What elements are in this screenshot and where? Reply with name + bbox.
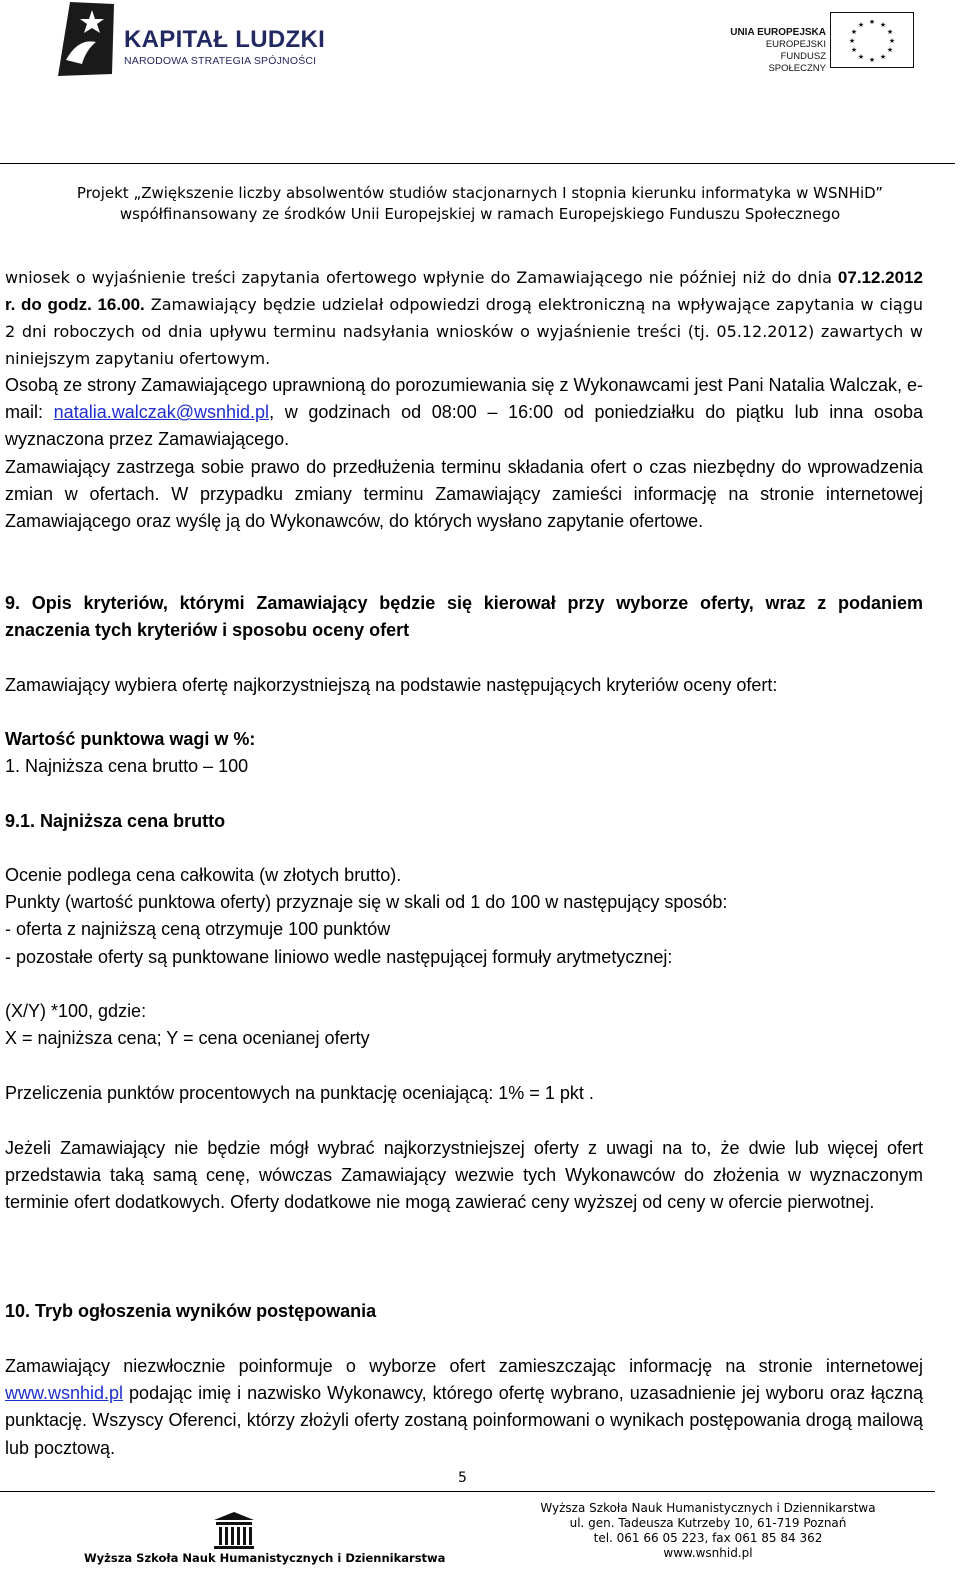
page-number: 5 <box>458 1470 467 1486</box>
footer-phone: tel. 061 66 05 223, fax 061 85 84 362 <box>593 1531 823 1545</box>
paragraph-price-scoring <box>5 862 923 971</box>
section-9-heading: 9. Opis kryteriów, którymi Zamawiający będzie się kierował przy wyborze oferty, wraz z podaniem znaczenia tych kryteriów i sposobu oceny ofert <box>5 593 923 641</box>
svg-text:★: ★ <box>886 46 894 54</box>
project-line1: Projekt „Zwiększenie liczby absolwentów studiów stacjonarnych I stopnia kierunku informatyka w WSNHiD” <box>76 184 884 202</box>
website-link[interactable]: www.wsnhid.pl <box>5 1383 124 1404</box>
contact-text-a: Osobą ze strony Zamawiającego uprawnioną do porozumiewania się z Wykonawcami jest Pani Natalia Walczak, e-mail: <box>5 375 923 423</box>
clarification-text-a: wniosek o wyjaśnienie treści zapytania ofertowego wpłynie do Zamawiającego nie później niż do dnia <box>5 268 832 287</box>
clarification-deadline-date: 07.12.2012 r. do godz. 16.00. <box>5 268 923 314</box>
formula-line: (X/Y) *100, gdzie: <box>5 1001 147 1021</box>
eu-line1: UNIA EUROPEJSKA <box>730 27 826 38</box>
formula-block <box>5 998 370 1052</box>
other-offers-line: - pozostałe oferty są punktowane liniowo wedle następującej formuły arytmetycznej: <box>5 946 673 967</box>
svg-text:★: ★ <box>848 37 856 45</box>
price-basis-line: Ocenie podlega cena całkowita (w złotych brutto). <box>5 865 402 885</box>
project-info <box>0 183 960 225</box>
paragraph-deadline-extension <box>5 454 923 536</box>
kapital-ludzki-logo-icon <box>52 0 116 78</box>
contact-text-b: , w godzinach od 08:00 – 16:00 od poniedziałku do piątku lub inna osoba wyznaczona przez Zamawiającego. <box>5 402 923 450</box>
paragraph-points-conversion: Przeliczenia punktów procentowych na punktację oceniającą: 1% = 1 pkt . <box>5 1083 594 1103</box>
kapital-ludzki-logotype <box>124 28 325 68</box>
svg-text:★: ★ <box>879 21 887 29</box>
footer-contact-block <box>520 1501 896 1561</box>
svg-text:★: ★ <box>857 21 865 29</box>
paragraph-tie-rule: Jeżeli Zamawiający nie będzie mógł wybrać najkorzystniejszej oferty z uwagi na to, że dwie lub więcej ofert przedstawia taką samą cenę, wówczas Zamawiający wezwie tych Wykonawców do złożenia w wyznaczonym terminie ofert dodatkowych. Oferty dodatkowe nie mogą zawierać ceny wyższej od ceny w ofercie pierwotnej. <box>5 1138 923 1213</box>
footer-school-name: Wyższa Szkoła Nauk Humanistycznych i Dziennikarstwa <box>84 1551 446 1565</box>
svg-text:★: ★ <box>888 37 896 45</box>
project-line2: współfinansowany ze środków Unii Europejskiej w ramach Europejskiego Funduszu Społecznego <box>119 205 841 223</box>
clarification-text-c: Zamawiający będzie udzielał odpowiedzi drogą elektroniczną na wpływające zapytania w ciągu 2 dni roboczych od dnia upływu terminu nadsyłania wniosków o wyjaśnienie treści (tj. 05.12.2012) zawartych w niniejszym zapytaniu ofertowym. <box>5 295 923 368</box>
eu-logotype <box>726 26 826 75</box>
eu-line2: EUROPEJSKI <box>765 39 826 50</box>
footer-website[interactable]: www.wsnhid.pl <box>663 1546 753 1560</box>
kl-title: KAPITAŁ LUDZKI <box>124 26 326 53</box>
paragraph-results-notice <box>5 1353 923 1462</box>
section-9-1-heading: 9.1. Najniższa cena brutto <box>5 811 226 831</box>
svg-text:★: ★ <box>886 28 894 36</box>
paragraph-contact-person <box>5 372 923 454</box>
results-text-a: Zamawiający niezwłocznie poinformuje o wyborze ofert zamieszczając informację na stronie internetowej <box>5 1356 923 1376</box>
results-text-b: podając imię i nazwisko Wykonawcy, którego ofertę wybrano, uzasadnienie jej wyboru oraz łączną punktację. Wszyscy Oferenci, którzy złożyli oferty zostaną poinformowani o wynikach postępowania drogą mailową lub pocztową. <box>5 1383 923 1458</box>
weights-item: 1. Najniższa cena brutto – 100 <box>5 756 249 776</box>
footer-address: ul. gen. Tadeusza Kutrzeby 10, 61-719 Poznań <box>569 1516 847 1530</box>
svg-text:★: ★ <box>879 53 887 61</box>
extension-text: Zamawiający zastrzega sobie prawo do przedłużenia terminu składania ofert o czas niezbędny do wprowadzenia zmian w ofertach. W przypadku zmiany terminu Zamawiający zamieści informację na stronie internetowej Zamawiającego oraz wyślę ją do Wykonawców, do których wysłano zapytanie ofertowe. <box>5 457 923 532</box>
header-divider <box>0 163 955 164</box>
paragraph-criteria-intro: Zamawiający wybiera ofertę najkorzystniejszą na podstawie następujących kryteriów oceny ofert: <box>5 675 778 695</box>
weights-heading: Wartość punktowa wagi w %: <box>5 729 256 749</box>
contact-email-link[interactable]: natalia.walczak@wsnhid.pl <box>53 402 270 423</box>
kl-subtitle: NARODOWA STRATEGIA SPÓJNOŚCI <box>124 55 317 67</box>
footer-divider <box>0 1491 935 1492</box>
svg-text:★: ★ <box>850 46 858 54</box>
lowest-offer-line: - oferta z najniższą ceną otrzymuje 100 punktów <box>5 919 391 940</box>
formula-definition-line: X = najniższa cena; Y = cena ocenianej oferty <box>5 1028 370 1049</box>
points-scale-line: Punkty (wartość punktowa oferty) przyznaje się w skali od 1 do 100 w następujący sposób: <box>5 892 728 913</box>
paragraph-clarification-deadline <box>5 264 923 372</box>
footer-school-name-right: Wyższa Szkoła Nauk Humanistycznych i Dziennikarstwa <box>540 1501 876 1515</box>
eu-line3: FUNDUSZ SPOŁECZNY <box>768 51 826 74</box>
svg-text:★: ★ <box>857 53 865 61</box>
school-building-icon <box>212 1510 256 1550</box>
section-10-heading: 10. Tryb ogłoszenia wyników postępowania <box>5 1301 377 1321</box>
svg-text:★: ★ <box>868 56 876 64</box>
svg-text:★: ★ <box>868 18 876 26</box>
svg-text:★: ★ <box>850 28 858 36</box>
eu-flag-icon <box>830 12 914 68</box>
